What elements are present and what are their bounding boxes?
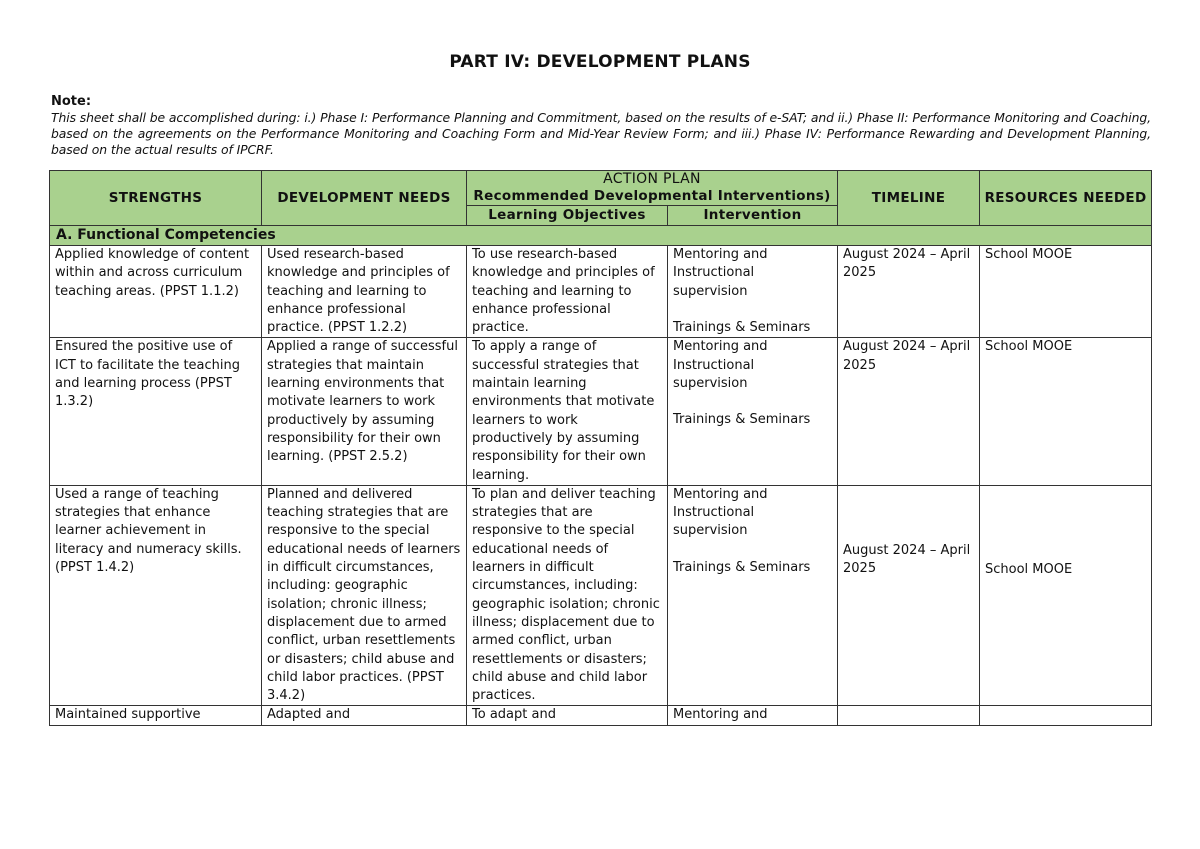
header-resources: RESOURCES NEEDED (980, 171, 1152, 226)
intervention-trainings: Trainings & Seminars (673, 412, 811, 428)
need-cell: Planned and delivered teaching strategies that are responsive to the special educational needs of learners in difficult circumstances, including: geographic isolation; chronic illness; displacement due to armed conflict, urban resettlements or disasters; child abuse and child labor practices. (PPST 3.4.2) (262, 485, 467, 706)
intervention-mentoring: Mentoring and Instructional supervision (673, 247, 768, 299)
strength-cell: Used a range of teaching strategies that enhance learner achievement in literacy and numeracy skills. (PPST 1.4.2) (50, 485, 262, 706)
resources-cell (980, 485, 1152, 706)
objective-cell: To use research-based knowledge and principles of teaching and learning to enhance professional practice. (467, 246, 668, 338)
objective-cell: To adapt and (467, 706, 668, 725)
header-action-plan-subtitle: Recommended Developmental Interventions) (473, 188, 831, 204)
note-label: Note: (51, 94, 92, 109)
strength-cell: Ensured the positive use of ICT to facilitate the teaching and learning process (PPST 1.3.2) (50, 338, 262, 485)
intervention-cell (668, 338, 838, 485)
resources-cell (980, 706, 1152, 725)
intervention-trainings: Trainings & Seminars (673, 319, 811, 335)
resources-text: School MOOE (985, 561, 1073, 577)
strength-cell: Maintained supportive (50, 706, 262, 725)
header-action-plan-title: ACTION PLAN (603, 171, 701, 187)
page-title: PART IV: DEVELOPMENT PLANS (449, 52, 751, 72)
resources-cell: School MOOE (980, 338, 1152, 485)
table-row (50, 485, 1152, 706)
objective-cell: To apply a range of successful strategies that maintain learning environments that motivate learners to work productively by assuming responsibility for their own learning. (467, 338, 668, 485)
table-row (50, 246, 1152, 338)
header-intervention: Intervention (668, 206, 838, 226)
header-action-plan (467, 171, 838, 206)
section-functional-competencies: A. Functional Competencies (50, 226, 1152, 246)
intervention-mentoring: Mentoring and Instructional supervision (673, 486, 768, 539)
header-development-needs: DEVELOPMENT NEEDS (262, 171, 467, 226)
header-strengths: STRENGTHS (50, 171, 262, 226)
need-cell: Used research-based knowledge and principles of teaching and learning to enhance professional practice. (PPST 1.2.2) (262, 246, 467, 338)
intervention-trainings: Trainings & Seminars (673, 559, 811, 575)
need-cell: Applied a range of successful strategies that maintain learning environments that motivate learners to work productively by assuming responsibility for their own learning. (PPST 2.5.2) (262, 338, 467, 485)
strength-cell: Applied knowledge of content within and across curriculum teaching areas. (PPST 1.1.2) (50, 246, 262, 338)
development-plan-table (49, 170, 1152, 726)
table-row (50, 706, 1152, 725)
timeline-cell (838, 485, 980, 706)
header-timeline: TIMELINE (838, 171, 980, 226)
intervention-mentoring: Mentoring and Instructional supervision (673, 339, 768, 392)
need-cell: Adapted and (262, 706, 467, 725)
header-row (50, 171, 1152, 206)
table-row (50, 338, 1152, 485)
intervention-cell (668, 246, 838, 338)
section-row (50, 226, 1152, 246)
timeline-text: August 2024 – April 2025 (843, 542, 971, 577)
resources-cell: School MOOE (980, 246, 1152, 338)
timeline-cell (838, 706, 980, 725)
intervention-cell (668, 485, 838, 706)
note-text: This sheet shall be accomplished during: i.) Phase I: Performance Planning and Commitment, based on the results of e-SAT; and ii.) Phase II: Performance Monitoring and Coaching, based on the agreements on the Performance Monitoring and Coaching Form and Mid-Year Review Form; and iii.) Phase IV: Performance Rewarding and Development Planning, based on the actual results of IPCRF. (51, 110, 1151, 157)
header-learning-objectives: Learning Objectives (467, 206, 668, 226)
timeline-cell: August 2024 – April 2025 (838, 338, 980, 485)
timeline-cell: August 2024 – April 2025 (838, 246, 980, 338)
intervention-cell: Mentoring and (668, 706, 838, 725)
objective-cell: To plan and deliver teaching strategies that are responsive to the special educational needs of learners in difficult circumstances, including: geographic isolation; chronic illness; displacement due to armed conflict, urban resettlements or disasters; child abuse and child labor practices. (467, 485, 668, 706)
